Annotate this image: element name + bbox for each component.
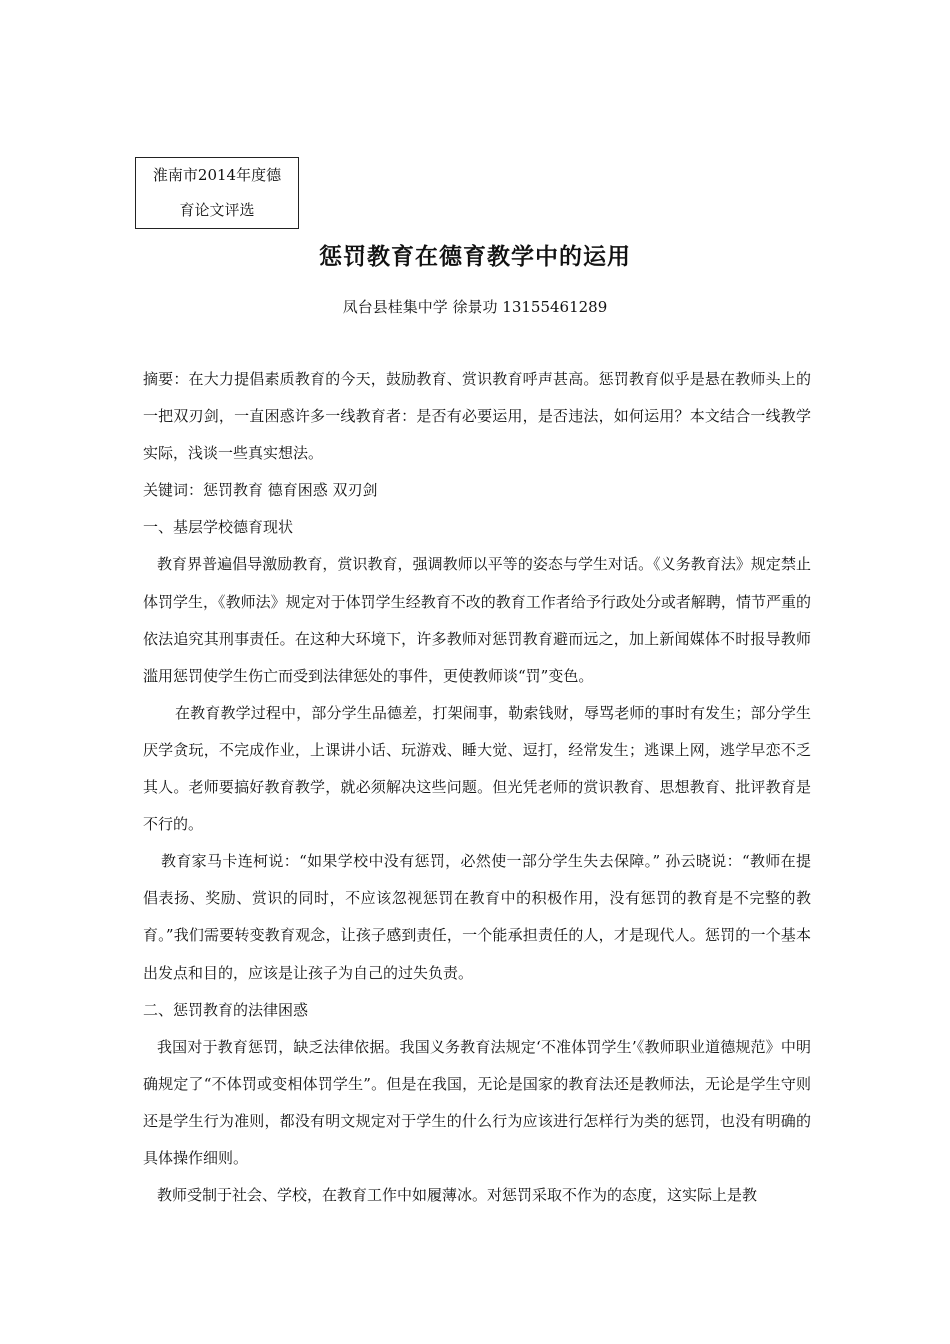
document-title: 惩罚教育在德育教学中的运用 [319, 243, 631, 270]
author-line: 凤台县桂集中学 徐景功 13155461289 [342, 298, 608, 316]
stamp-line-1: 淮南市2014年度德 [152, 166, 282, 184]
document-body [143, 361, 811, 1214]
body-paragraph: 教育家马卡连柯说：“如果学校中没有惩罚，必然使一部分学生失去保障。” 孙云晓说：“教师在提倡表扬、奖励、赏识的同时，不应该忽视惩罚在教育中的积极作用，没有惩罚的教育是不完整的教育。”我们需要转变教育观念，让孩子感到责任，一个能承担责任的人，才是现代人。惩罚的一个基本出发点和目的，应该是让孩子为自己的过失负责。 [143, 852, 811, 982]
body-paragraph: 在教育教学过程中，部分学生品德差，打架闹事，勒索钱财，辱骂老师的事时有发生；部分学生厌学贪玩，不完成作业，上课讲小话、玩游戏、睡大觉、逗打，经常发生；逃课上网，逃学早恋不乏其人。老师要搞好教育教学，就必须解决这些问题。但光凭老师的赏识教育、思想教育、批评教育是不行的。 [143, 703, 811, 834]
section-heading-1: 一、基层学校德育现状 [143, 518, 294, 537]
keywords-line: 关键词：惩罚教育 德育困惑 双刃剑 [143, 481, 378, 500]
abstract-paragraph: 摘要：在大力提倡素质教育的今天，鼓励教育、赏识教育呼声甚高。惩罚教育似乎是悬在教师头上的一把双刃剑，一直困惑许多一线教育者：是否有必要运用，是否违法，如何运用？本文结合一线教学实际，浅谈一些真实想法。 [143, 370, 811, 463]
stamp-line-2: 育论文评选 [179, 201, 255, 219]
award-stamp-box [135, 157, 299, 229]
body-paragraph: 教育界普遍倡导激励教育，赏识教育，强调教师以平等的姿态与学生对话。《义务教育法》规定禁止体罚学生，《教师法》规定对于体罚学生经教育不改的教育工作者给予行政处分或者解聘，情节严重的依法追究其刑事责任。在这种大环境下，许多教师对惩罚教育避而远之，加上新闻媒体不时报导教师滥用惩罚使学生伤亡而受到法律惩处的事件，更使教师谈“罚”变色。 [143, 555, 811, 685]
body-paragraph: 我国对于教育惩罚，缺乏法律依据。我国义务教育法规定‘不准体罚学生’《教师职业道德规范》中明确规定了“不体罚或变相体罚学生”。但是在我国，无论是国家的教育法还是教师法，无论是学生守则还是学生行为准则，都没有明文规定对于学生的什么行为应该进行怎样行为类的惩罚，也没有明确的具体操作细则。 [143, 1037, 811, 1167]
section-heading-2: 二、惩罚教育的法律困惑 [143, 1000, 309, 1019]
body-paragraph: 教师受制于社会、学校，在教育工作中如履薄冰。对惩罚采取不作为的态度，这实际上是教 [157, 1186, 758, 1205]
